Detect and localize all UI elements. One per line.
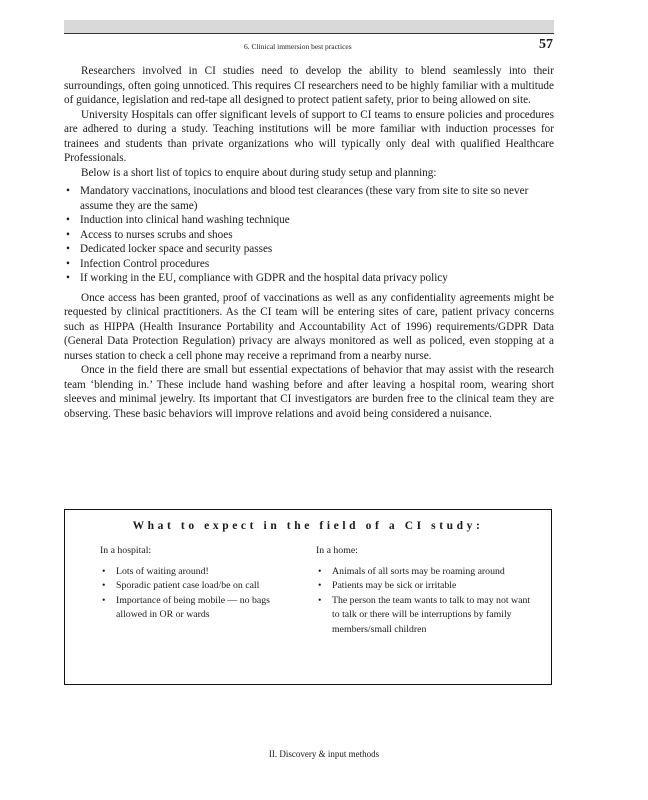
bullet-icon: •: [66, 257, 70, 270]
list-item-text: Importance of being mobile — no bags allowed in OR or wards: [116, 594, 270, 620]
paragraph: Below is a short list of topics to enquire about during study setup and planning:: [81, 166, 437, 179]
bullet-icon: •: [66, 228, 70, 241]
list-item: [64, 213, 554, 228]
list-item-text: Animals of all sorts may be roaming around: [332, 565, 505, 577]
list-item: [316, 579, 532, 594]
box-title: What to expect in the field of a CI study:: [132, 520, 484, 532]
list-item-text: Infection Control procedures: [80, 257, 210, 270]
bullet-icon: •: [102, 565, 106, 577]
bullet-icon: •: [66, 214, 70, 226]
home-list: [316, 565, 532, 638]
running-head: 6. Clinical immersion best practices: [244, 42, 352, 51]
list-item: [64, 257, 554, 272]
page-number: 57: [539, 37, 553, 52]
list-item-text: Mandatory vaccinations, inoculations and blood test clearances (these vary from site to site so never assume they are the same): [80, 185, 529, 212]
list-item-text: If working in the EU, compliance with GDPR and the hospital data privacy policy: [80, 272, 448, 284]
list-item-text: Access to nurses scrubs and shoes: [80, 228, 233, 241]
footer: II. Discovery & input methods: [268, 749, 380, 759]
topic-list: [64, 184, 554, 286]
list-item: [64, 271, 554, 286]
list-item-text: Lots of waiting around!: [116, 565, 209, 577]
bullet-icon: •: [318, 580, 322, 591]
bullet-icon: •: [102, 580, 106, 591]
list-item: [64, 228, 554, 243]
paragraph: University Hospitals can offer significant levels of support to CI teams to ensure policies and procedures are adhered to during a study. Teaching institutions will be more familiar with induction processes for trainees and students than private organizations who will typically only deal with qualified Healthcare Professionals.: [64, 108, 554, 164]
list-item: [316, 565, 532, 580]
body-text: [64, 64, 554, 421]
bullet-icon: •: [66, 272, 70, 284]
list-item-text: Dedicated locker space and security passes: [80, 243, 273, 255]
bullet-icon: •: [66, 243, 70, 255]
list-item-text: Induction into clinical hand washing technique: [80, 214, 290, 226]
paragraph: Once access has been granted, proof of vaccinations as well as any confidentiality agreements might be requested by clinical practitioners. As the CI team will be entering sites of care, patient privacy concerns such as HIPPA (Health Insurance Portability and Accountability Act of 1996) requirements/GDPR Data (General Data Protection Regulation) privacy are always monitored as well as policed, even stopping at a nurses station to check a cell phone may receive a reprimand from a nearby nurse.: [64, 291, 554, 362]
expectations-box: [64, 509, 552, 685]
header-band: [64, 20, 554, 33]
paragraph: Once in the field there are small but essential expectations of behavior that may assist with the research team ‘blending in.’ These include hand washing before and after leaving a hospital room, wearing short sleeves and minimal jewelry. Its important that CI investigators are burden free to the clinical team they are observing. These basic behaviors will improve relations and avoid being considered a nuisance.: [64, 364, 554, 420]
list-item: [100, 579, 300, 594]
list-item-text: The person the team wants to talk to may not want to talk or there will be interruptions by family members/small children: [332, 594, 531, 635]
hospital-column: [100, 544, 300, 623]
list-item: [64, 242, 554, 257]
list-item: [100, 594, 300, 623]
list-item-text: Sporadic patient case load/be on call: [116, 580, 260, 591]
column-heading: In a home:: [316, 545, 358, 556]
list-item-text: Patients may be sick or irritable: [332, 580, 457, 591]
bullet-icon: •: [318, 565, 322, 577]
header-rule: [64, 33, 554, 34]
bullet-icon: •: [66, 185, 70, 197]
bullet-icon: •: [102, 594, 106, 606]
bullet-icon: •: [318, 594, 322, 606]
list-item: [100, 565, 300, 580]
list-item: [64, 184, 554, 213]
hospital-list: [100, 565, 300, 623]
column-heading: In a hospital:: [100, 545, 152, 556]
paragraph: Researchers involved in CI studies need to develop the ability to blend seamlessly into their surroundings, often going unnoticed. This requires CI researchers need to be highly familiar with a multitude of guidance, legislation and red-tape all designed to protect patient safety, prior to being allowed on site.: [64, 65, 554, 106]
list-item: [316, 594, 532, 638]
home-column: [316, 544, 532, 637]
